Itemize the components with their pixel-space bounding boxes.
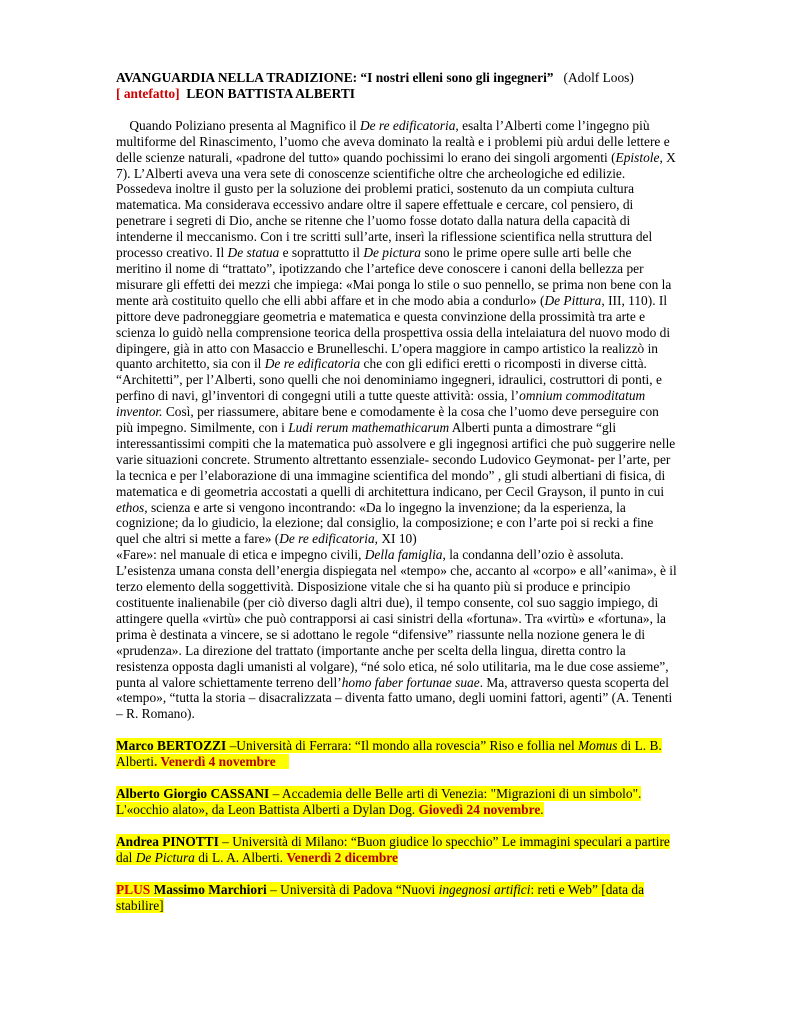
seminar-text: .: [540, 801, 544, 817]
text-run: Così, per riassumere, abitare bene e comodamente è la cosa che l’uomo deve perseguire con più impegno. Similmente, con i: [116, 404, 659, 436]
italic-title: ingegnosi artifici: [438, 881, 531, 897]
seminar-text: di L. A. Alberti.: [194, 849, 287, 865]
italic-title: De re edificatoria: [279, 531, 375, 547]
seminar-text: – Università di Milano: “Buon giudice lo specchio” Le immagini speculari a partire dal: [116, 833, 670, 865]
seminar-date: Venerdì 2 dicembre: [286, 849, 398, 865]
italic-title: omnium commoditatum inventor.: [116, 388, 646, 420]
text-run: Alberti punta a dimostrare “gli interessantissimi compiti che la matematica può assolvere e gli ingegnosi artifici che può suggerire nelle varie situazioni concrete. Strumento altrettanto essenziale- secondo Ludovico Geymonat- per l’arte, per la tecnica e per l’elaborazione di una immagine scientifica del mondo” , gli studi albertiani di fisica, di matematica e di geometria accostati a quelli di architettura indicano, per Cecil Grayson, il punto in cui: [116, 420, 676, 499]
seminar-pinotti: [116, 834, 678, 866]
plus-label: PLUS: [116, 881, 151, 897]
italic-title: Ludi rerum mathemathicarum: [288, 420, 450, 436]
text-run: che con gli edifici eretti o ricomposti in diverse città. “Architetti”, per l’Alberti, sono quelli che noi denominiamo ingegneri, idraulici, costruttori di ponti, e perfino di navi, gl’inventori di congegni utili a tutte queste attività: ossia, l’: [116, 356, 662, 404]
seminar-cassani: [116, 786, 678, 818]
document-content: [116, 70, 678, 914]
paragraph-alberti-intro: [116, 118, 678, 547]
seminar-dot: .: [153, 754, 158, 770]
text-run: , esalta l’Alberti come l’ingegno più multiforme del Rinascimento, l’uomo che aveva dominato la realtà e i problemi più ardui delle lettere e delle scienze naturali, «padrone del tutto» quando pochissimi lo erano dei singoli argomenti (: [116, 117, 670, 165]
italic-title: Momus: [578, 738, 618, 754]
italic-title: De statua: [227, 245, 280, 261]
text-run: sono le prime opere sulle arti belle che meritino il nome di “trattato”, ipotizzando che l’artefice deve conoscere i canoni della bellezza per misurare gli effetti dei mezzi che impiega: «Mai ponga lo stile o suo pennello, se prima non bene con la mente arà costituito quello che elli abbi affare et in che modo abia a condurlo» (: [116, 245, 672, 308]
seminar-bertozzi: [116, 738, 678, 770]
title-author: (Adolf Loos): [563, 70, 634, 85]
italic-title: De re edificatoria: [264, 356, 361, 372]
seminar-date: Giovedì 24 novembre: [418, 801, 541, 817]
bracket-open: [: [116, 85, 124, 101]
text-run: «Fare»: nel manuale di etica e impegno civili,: [116, 547, 365, 563]
text-run: Quando Poliziano presenta al Magnifico il: [129, 117, 360, 133]
seminar-marchiori: [116, 882, 678, 914]
bracket-close: ]: [175, 85, 180, 101]
speaker-name: Marco BERTOZZI: [116, 738, 227, 754]
paragraph-fare: [116, 547, 678, 722]
text-run: , XI 10): [374, 531, 417, 547]
seminar-text: – Accademia delle Belle arti di Venezia: "Migrazioni di un simbolo". L'«occhio alato», da Leon Battista Alberti a Dylan Dog.: [116, 786, 642, 817]
text-run: . Ma, attraverso questa scoperta del «tempo», “tutta la storia – disacralizzata – diventa fatto umano, degli uomini fattori, agenti” (A. Tenenti – R. Romano).: [116, 674, 673, 722]
text-run: , la condanna dell’ozio è assoluta. L’esistenza umana consta dell’energia dispiegata nel «tempo» che, accanto al «corpo» e all’«anima», è il terzo elemento della soggettività. Disposizione vitale che si ha quanto più si produce e principio costituente inalienabile (per ciò diverso dagli altri due), il tempo consente, col suo saggio impiego, di attingere quella «virtù» che può contrapporsi ai casi sinistri della «fortuna». Tra «virtù» e «fortuna», la prima è destinata a vincere, se si adottano le regole “difensive” riassunte nella nozione genera le di «prudenza». La direzione del trattato (importante anche per scelta della lingua, diretta contro la resistenza opposta dagli umanisti al volgare), “né solo etica, né solo utilitaria, ma le due cose assieme”, punta al valore schiettamente terreno dell’: [116, 547, 677, 690]
text-run: , scienza e arte si vengono incontrando: «Da lo ingegno la invenzione; da la esperienza, la cognizione; da lo giudicio, la elezione; dal consiglio, la composizione; e con l’arte poi si recki a fine quel che altri si mette a fare» (: [116, 499, 654, 547]
italic-title: homo faber fortunae suae: [341, 674, 480, 690]
subtitle-name: LEON BATTISTA ALBERTI: [186, 85, 356, 101]
seminar-text: : reti e Web” [data da stabilire]: [116, 881, 645, 913]
text-run: , X 7). L’Alberti aveva una vera sete di conoscenze scientifiche oltre che archeologiche ed edilizie. Possedeva inoltre il gusto per la soluzione dei problemi pratici, sostenuto da un compiuta cultura matematica. Ma considerava eccessivo andare oltre il sapere effettuale e cercare, col pensiero, di penetrare i segreti di Dio, anche se ritenne che l’uomo fosse dotato dalla natura della capacità di intenderne il meccanismo. Con i tre scritti sull’arte, inserì la riflessione scientifica nella struttura del processo creativo. Il: [116, 149, 676, 261]
seminar-date: Venerdì 4 novembre: [157, 754, 276, 770]
italic-title: De Pittura: [544, 292, 602, 308]
document-subtitle: [116, 86, 678, 102]
antefatto-tag: antefatto: [123, 85, 176, 101]
speaker-name: Andrea PINOTTI: [116, 833, 219, 849]
seminar-text: –Università di Ferrara: “Il mondo alla rovescia” Riso e follia nel: [226, 738, 579, 754]
italic-title: Epistole: [615, 149, 660, 165]
title-text: AVANGUARDIA NELLA TRADIZIONE: “I nostri elleni sono gli ingegneri”: [116, 70, 554, 85]
seminar-text: di L. B. Alberti: [116, 738, 662, 770]
text-run: e soprattutto il: [279, 245, 364, 261]
document-title: [116, 70, 678, 86]
italic-title: ethos: [116, 499, 145, 515]
seminar-text: – Università di Padova “Nuovi: [266, 881, 439, 897]
speaker-name: Massimo Marchiori: [150, 881, 267, 897]
speaker-name: Alberto Giorgio CASSANI: [116, 786, 270, 802]
italic-title: De Pictura: [135, 849, 195, 865]
italic-title: De re edificatoria: [359, 117, 456, 133]
italic-title: De pictura: [363, 245, 421, 261]
text-run: , III, 110). Il pittore deve padroneggiare geometria e matematica e questa convinzione della prossimità tra arte e scienza lo guidò nella comprensione teorica della prospettiva ossia della intelaiatura del nuovo modo di dipingere, già in atto con Masaccio e Brunelleschi. L’opera maggiore in campo artistico la realizzò in quanto architetto, sia con il: [116, 292, 671, 372]
italic-title: Della famiglia: [364, 547, 443, 563]
